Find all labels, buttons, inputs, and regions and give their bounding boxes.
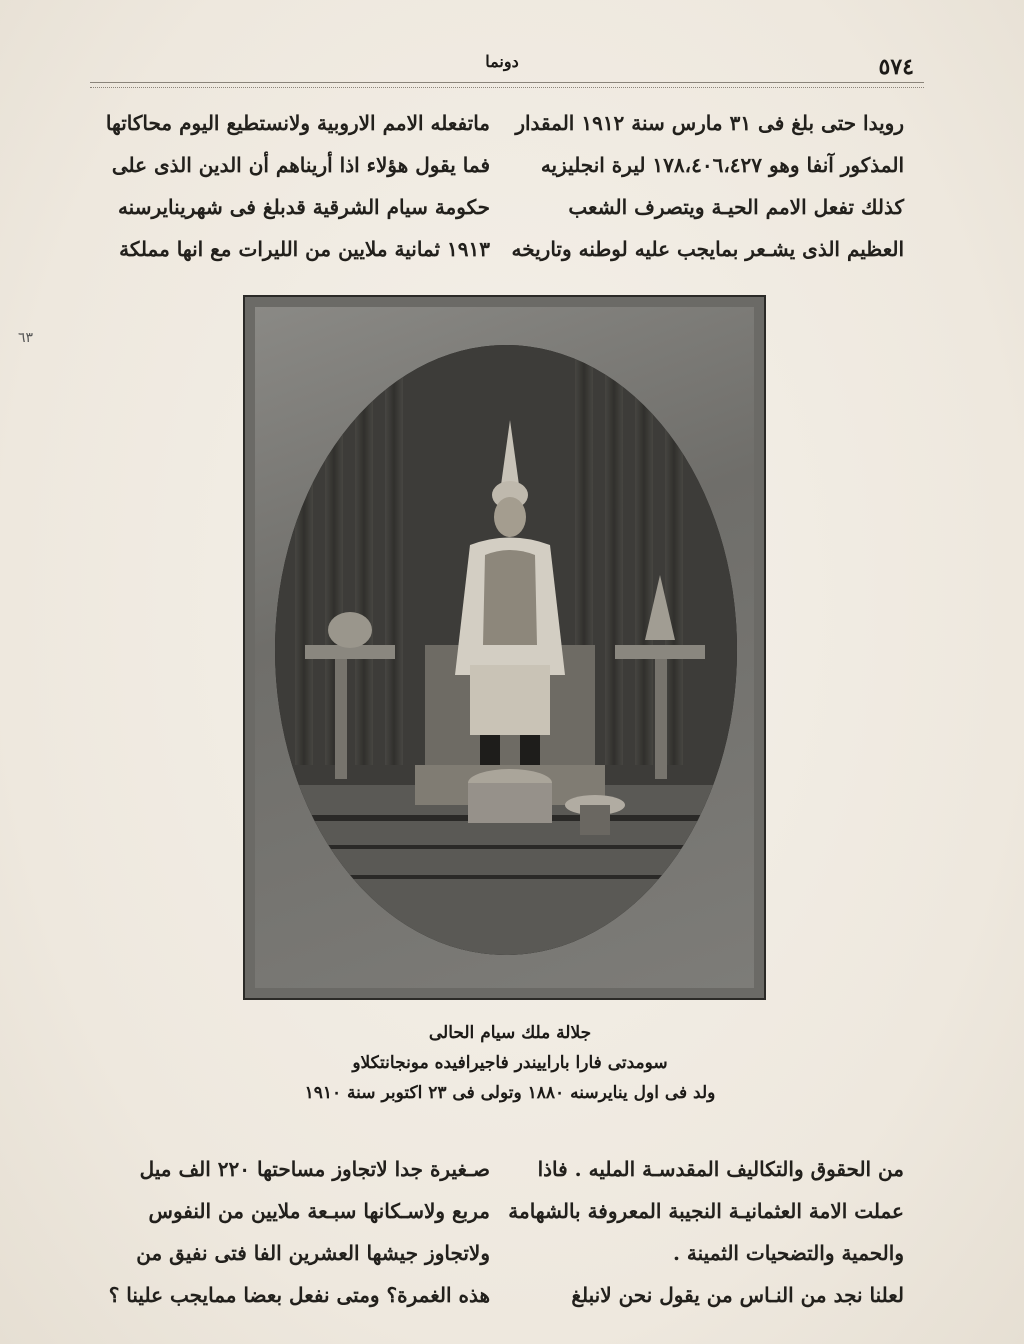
text-line: فما يقول هؤلاء اذا أريناهم أن الدين الذى على [111,153,490,177]
margin-mark: ٦٣ [18,330,34,346]
caption-title: جلالة ملك سيام الحالى [428,1023,592,1043]
text-line: حكومة سيام الشرقية قدبلغ فى شهرينايرسنه [117,195,490,219]
text-column-bottom-right [508,1148,904,1316]
text-line: صـغيرة جدا لاتجاوز مساحتها ٢٢٠ الف ميل [139,1157,490,1181]
portrait-photo [243,295,766,1000]
text-column-top-right [511,102,904,270]
photo-caption [200,1018,820,1108]
caption-name: سومدتى فارا باراييندر فاجيرافيده مونجانتكلاو [352,1053,668,1073]
text-line: والحمية والتضحيات الثمينة . [673,1241,904,1265]
text-line: ماتفعله الامم الاروبية ولانستطيع اليوم محاكاتها [105,111,490,135]
header-rule [90,82,924,88]
text-line: عملت الامة العثمانيـة النجيبة المعروفة بالشهامة [508,1199,904,1223]
oval-portrait [275,345,737,955]
caption-dates: ولد فى اول ينايرسنه ١٨٨٠ وتولى فى ٢٣ اكتوبر سنة ١٩١٠ [304,1083,716,1103]
text-column-bottom-left [100,1148,490,1316]
text-line: كذلك تفعل الامم الحيـة ويتصرف الشعب [568,195,904,219]
text-line: المذكور آنفا وهو ١٧٨،٤٠٦،٤٢٧ ليرة انجليزيه [540,153,904,177]
text-line: من الحقوق والتكاليف المقدسـة المليه . فاذا [537,1157,904,1181]
text-line: ولاتجاوز جيشها العشرين الفا فتى نفيق من [136,1241,490,1265]
text-line: لعلنا نجد من النـاس من يقول نحن لانبلغ [571,1283,904,1307]
king-portrait-illustration [275,345,737,955]
text-line: العظيم الذى يشـعر بمايجب عليه لوطنه وتاريخه [511,237,904,261]
page-number: ٥٧٤ [878,54,914,80]
running-title: دونما [485,52,519,71]
photo-mat [255,307,754,988]
text-line: هذه الغمرة؟ ومتى نفعل بعضا ممايجب علينا ؟ [108,1283,490,1307]
text-line: رويدا حتى بلغ فى ٣١ مارس سنة ١٩١٢ المقدار [515,111,904,135]
text-column-top-left [100,102,490,270]
text-line: مربع ولاسـكانها سبـعة ملايين من النفوس [148,1199,490,1223]
text-line: ١٩١٣ ثمانية ملايين من الليرات مع انها مملكة [119,237,490,261]
